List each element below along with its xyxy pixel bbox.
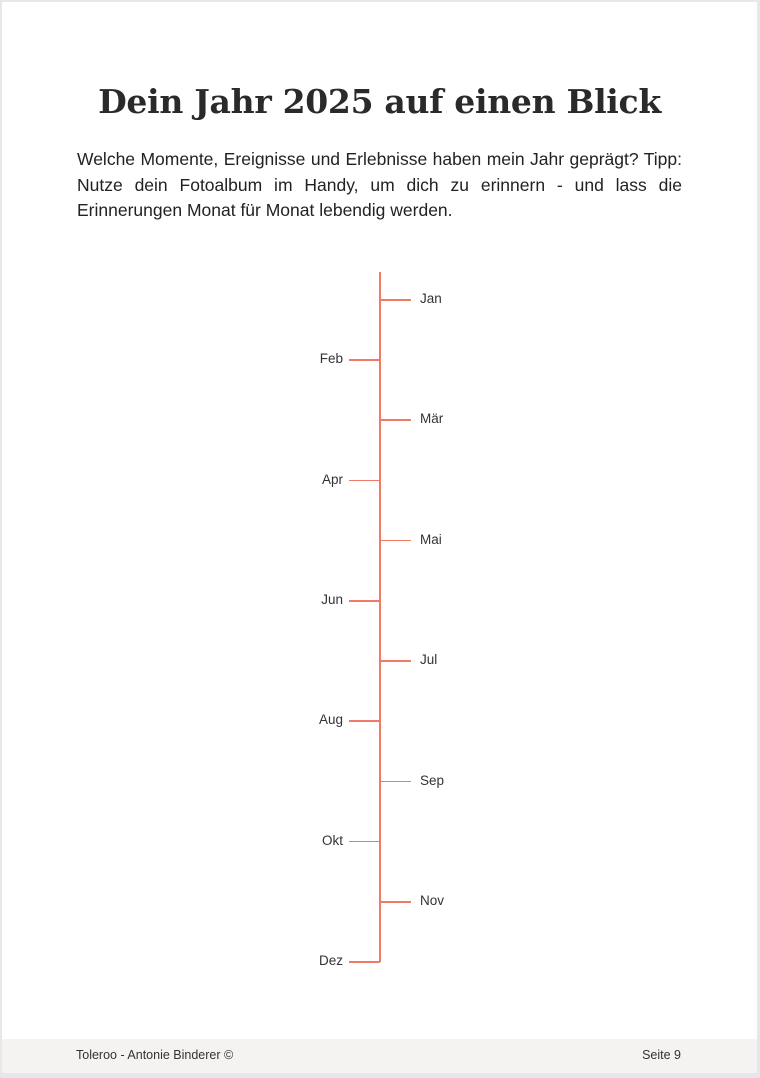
timeline-tick (349, 961, 380, 963)
month-label-5: Mai (420, 531, 442, 547)
month-label-3: Mär (420, 411, 444, 427)
month-label-4: Apr (321, 471, 343, 487)
timeline-tick (380, 781, 411, 783)
page-title: Dein Jahr 2025 auf einen Blick (98, 82, 661, 121)
timeline-tick (380, 901, 411, 903)
intro-text: Welche Momente, Ereignisse und Erlebnisse haben mein Jahr geprägt? Tipp: Nutze dein Fotoalbum im Handy, um dich zu erinnern - und lass die Erinnerungen Monat für Monat lebendig werden. (77, 149, 682, 220)
footer-page-number: Seite 9 (642, 1048, 681, 1062)
month-label-6: Jun (321, 592, 343, 607)
footer (2, 1039, 757, 1073)
timeline-axis (379, 272, 381, 962)
timeline-tick (349, 720, 380, 722)
timeline-tick (380, 299, 411, 301)
timeline-tick (349, 480, 380, 482)
month-label-2: Feb (319, 351, 343, 367)
month-label-8: Aug (318, 712, 343, 728)
month-timeline (2, 2, 757, 1073)
timeline-tick (349, 600, 380, 602)
month-label-12: Dez (318, 953, 343, 969)
month-label-1: Jan (420, 291, 442, 306)
month-label-11: Nov (420, 893, 445, 908)
timeline-tick (380, 540, 411, 542)
month-label-10: Okt (321, 832, 343, 848)
timeline-tick (380, 419, 411, 421)
month-label-7: Jul (420, 652, 438, 668)
month-label-9: Sep (420, 772, 445, 788)
footer-copyright: Toleroo - Antonie Binderer © (76, 1048, 234, 1062)
page (2, 2, 757, 1073)
timeline-tick (380, 660, 411, 662)
timeline-tick (349, 359, 380, 361)
timeline-tick (349, 841, 380, 843)
